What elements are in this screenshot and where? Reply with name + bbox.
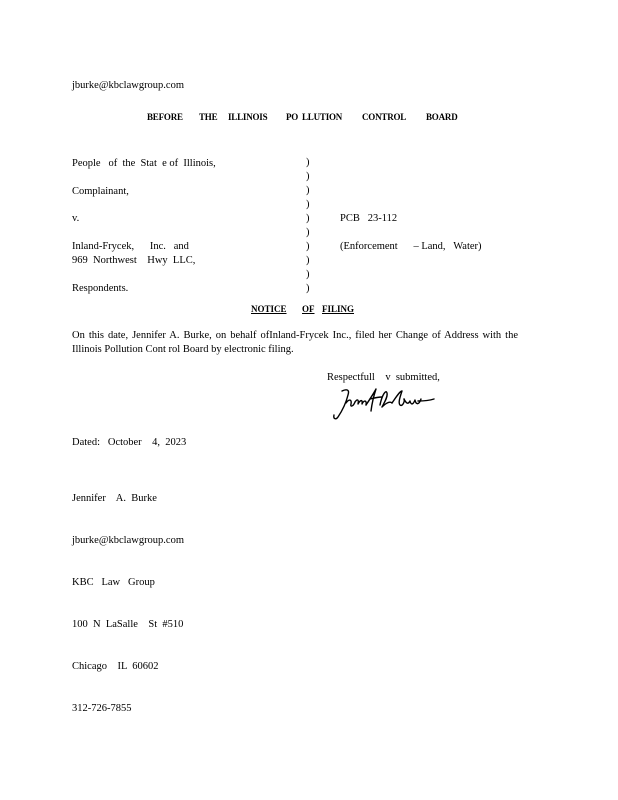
paren: ) [306,185,310,196]
street-address: 100 N LaSalle St #510 [72,619,184,630]
city-state-zip: Chicago IL 60602 [72,661,159,672]
paren: ) [306,241,310,252]
caption-parentheses [306,156,316,296]
paren: ) [306,213,310,224]
attorney-email: jburke@kbclawgroup.com [72,535,185,546]
handwritten-signature [330,385,440,423]
heading-word: BEFORE [147,112,183,122]
paren: ) [306,199,310,210]
notice-title-word: NOTICE [251,304,287,314]
date-line: Dated: October 4, 2023 [72,437,187,448]
heading-word: LLUTION [302,112,343,122]
paren: ) [306,227,310,238]
paren: ) [306,157,310,168]
heading-word: CONTROL [362,112,407,122]
firm-name: KBC Law Group [72,577,155,588]
attorney-name: Jennifer A. Burke [72,493,157,504]
paren: ) [306,283,310,294]
signature-block [72,464,184,744]
heading-word: ILLINOIS [228,112,268,122]
respondent-line-2: 969 Northwest Hwy LLC, [72,255,196,266]
respondents-label: Respondents. [72,283,129,294]
notice-title-word: FILING [322,304,355,314]
phone-number: 312-726-7855 [72,703,132,714]
respondent-line-1: Inland-Frycek, Inc. and [72,241,189,252]
heading-word: PO [286,112,299,122]
case-number: PCB 23-112 [340,213,398,224]
complainant-label: Complainant, [72,186,129,197]
paren: ) [306,171,310,182]
paren: ) [306,269,310,280]
header-email: jburke@kbclawgroup.com [72,80,185,91]
enforcement-type: (Enforcement – Land, Water) [340,241,482,252]
notice-title-word: OF [302,304,315,314]
heading-word: THE [199,112,218,122]
complainant-party: People of the Stat e of Illinois, [72,158,216,169]
paren: ) [306,255,310,266]
notice-body: On this date, Jennifer A. Burke, on behalf ofInland-Frycek Inc., filed her Change of Address with the Illinois Pollution Cont rol Board by electronic filing. [72,330,518,355]
closing-text: Respectfull v submitted, [327,372,440,383]
versus-label: v. [72,213,80,224]
heading-word: BOARD [426,112,458,122]
